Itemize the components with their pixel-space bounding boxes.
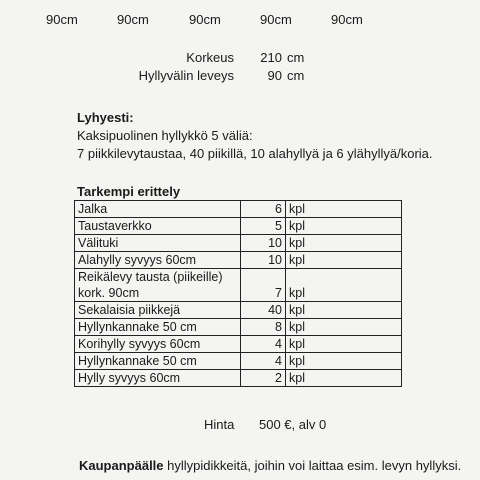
table-row: [75, 218, 402, 235]
width-label-2: 90cm: [117, 12, 149, 27]
footer-text: [79, 458, 461, 474]
item-qty: 40: [241, 302, 286, 319]
item-unit: kpl: [286, 353, 402, 370]
price-value: 500 €, alv 0: [259, 417, 327, 432]
width-label-3: 90cm: [189, 12, 221, 27]
summary-line-2: 7 piikkilevytaustaa, 40 piikillä, 10 alahyllyä ja 6 ylähyllyä/koria.: [77, 146, 433, 161]
table-row: [75, 319, 402, 336]
item-unit: kpl: [286, 370, 402, 387]
table-row: [75, 235, 402, 252]
shelf-width-value: 90: [267, 68, 282, 83]
item-unit: kpl: [286, 201, 402, 218]
width-label-1: 90cm: [46, 12, 78, 27]
width-label-5: 90cm: [331, 12, 363, 27]
table-row: [75, 252, 402, 269]
shelf-width-label: Hyllyvälin leveys: [138, 68, 234, 83]
item-qty: 4: [241, 336, 286, 353]
breakdown-table: [74, 200, 402, 387]
item-name-line-1: Reikälevy tausta (piikeille): [78, 270, 223, 284]
shelf-width-unit: cm: [287, 68, 305, 83]
item-name: Välituki: [75, 235, 241, 252]
item-name: Jalka: [75, 201, 241, 218]
item-unit: kpl: [286, 269, 402, 302]
footer-bold: Kaupanpäälle: [79, 458, 164, 473]
item-name: Hyllynkannake 50 cm: [75, 319, 241, 336]
table-row: [75, 353, 402, 370]
breakdown-heading: Tarkempi erittely: [77, 184, 181, 199]
table-row: [75, 370, 402, 387]
item-name: [75, 269, 241, 302]
item-unit: kpl: [286, 252, 402, 269]
height-value: 210: [260, 50, 282, 65]
item-qty: 7: [241, 269, 286, 302]
item-qty: 8: [241, 319, 286, 336]
width-label-4: 90cm: [260, 12, 292, 27]
table-row: [75, 302, 402, 319]
item-unit: kpl: [286, 218, 402, 235]
item-qty: 4: [241, 353, 286, 370]
item-qty: 10: [241, 252, 286, 269]
item-name: Taustaverkko: [75, 218, 241, 235]
item-name: Hylly syvyys 60cm: [75, 370, 241, 387]
item-name-line-2: kork. 90cm: [78, 286, 140, 300]
item-name: Sekalaisia piikkejä: [75, 302, 241, 319]
height-unit: cm: [287, 50, 305, 65]
table-row: [75, 201, 402, 218]
table-row: [75, 269, 402, 302]
table-row: [75, 336, 402, 353]
footer-rest: hyllypidikkeitä, joihin voi laittaa esim. levyn hyllyksi.: [163, 458, 462, 473]
item-qty: 5: [241, 218, 286, 235]
item-unit: kpl: [286, 235, 402, 252]
item-name: Hyllynkannake 50 cm: [75, 353, 241, 370]
item-qty: 2: [241, 370, 286, 387]
item-name: Alahylly syvyys 60cm: [75, 252, 241, 269]
item-unit: kpl: [286, 302, 402, 319]
summary-heading: Lyhyesti:: [77, 110, 134, 125]
item-unit: kpl: [286, 336, 402, 353]
item-unit: kpl: [286, 319, 402, 336]
item-name: Korihylly syvyys 60cm: [75, 336, 241, 353]
item-qty: 6: [241, 201, 286, 218]
summary-line-1: Kaksipuolinen hyllykkö 5 väliä:: [77, 128, 253, 143]
height-label: Korkeus: [186, 50, 234, 65]
item-qty: 10: [241, 235, 286, 252]
price-label: Hinta: [204, 417, 235, 432]
